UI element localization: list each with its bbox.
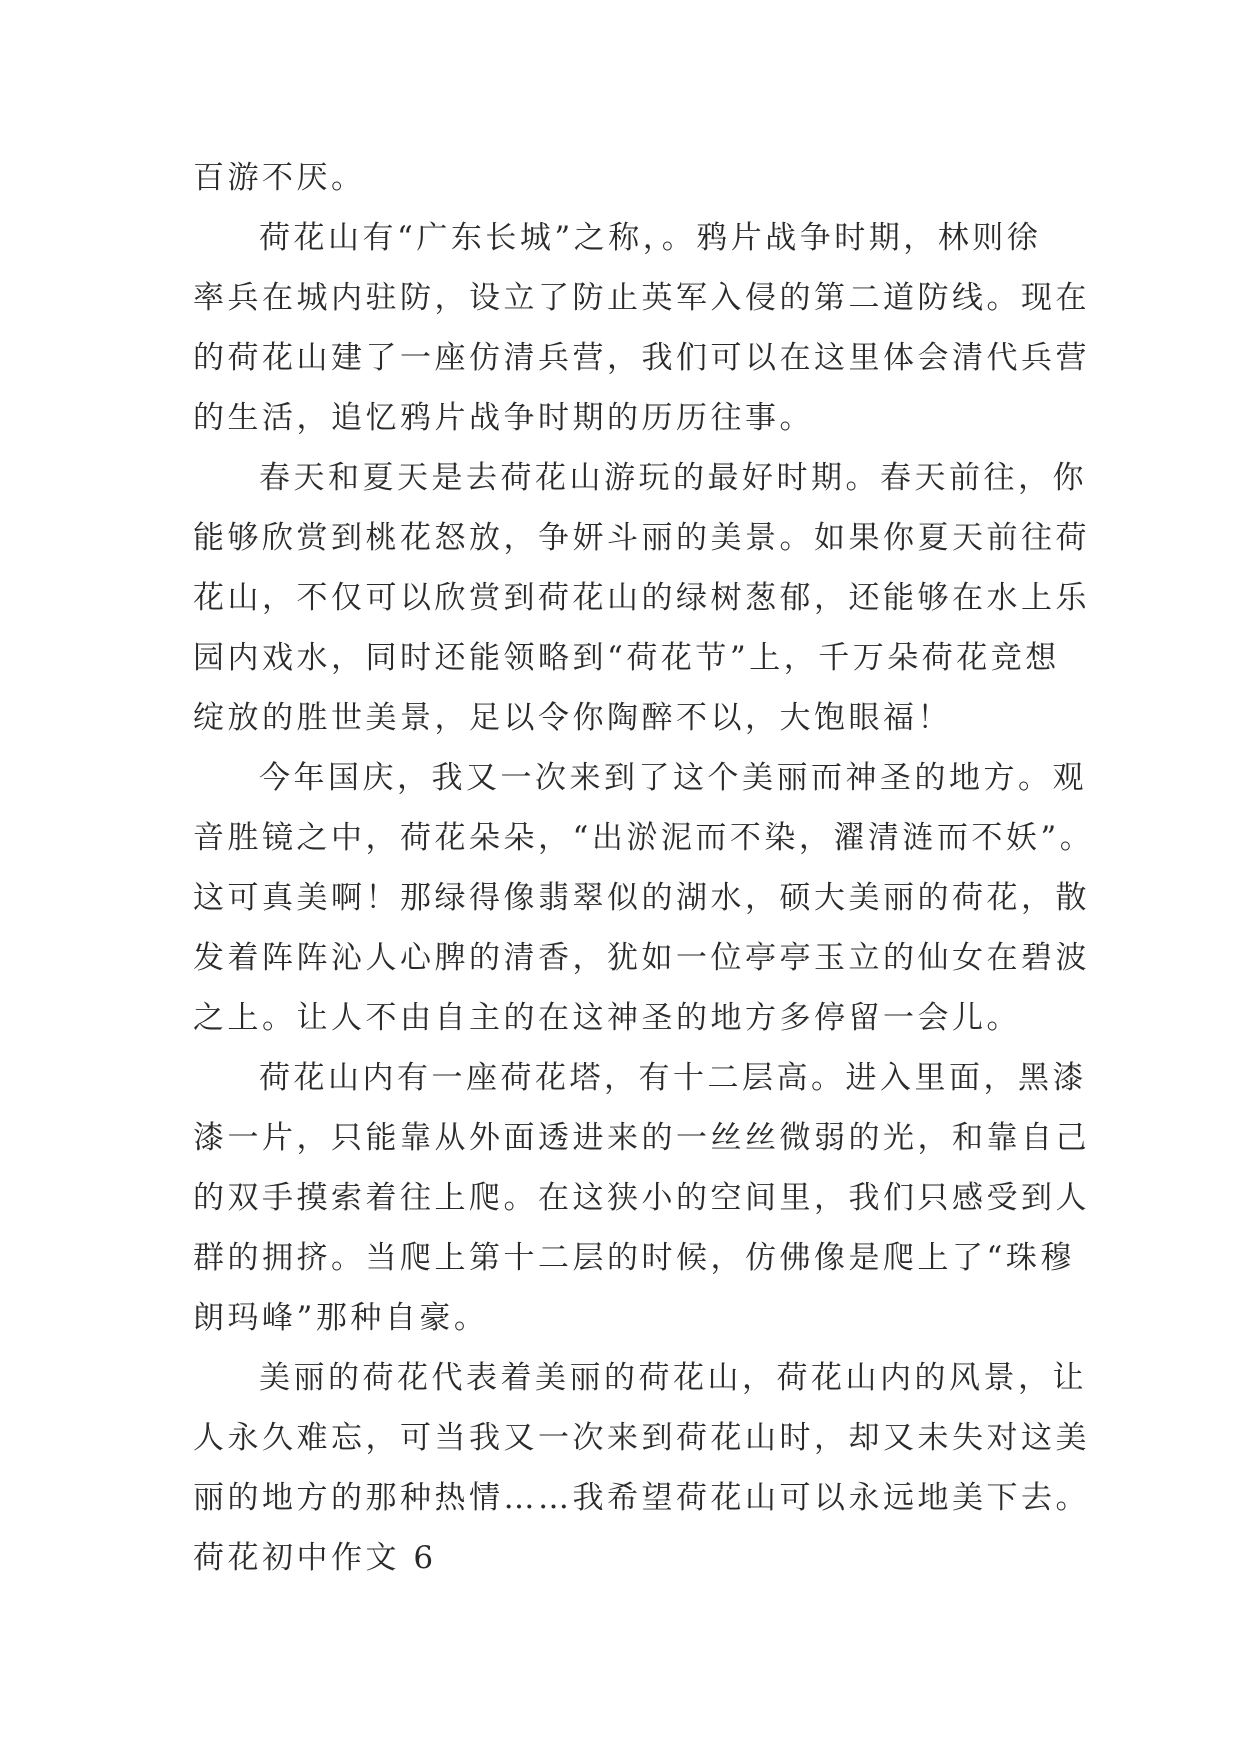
text-line: 人永久难忘，可当我又一次来到荷花山时，却又未失对这美: [193, 1420, 1090, 1456]
text-line: 今年国庆，我又一次来到了这个美丽而神圣的地方。观: [259, 760, 1087, 796]
text-line: 群的拥挤。当爬上第十二层的时候，仿佛像是爬上了“珠穆: [193, 1240, 1075, 1276]
text-line: 百游不厌。: [193, 160, 366, 196]
text-line: 园内戏水，同时还能领略到“荷花节”上，千万朵荷花竞想: [193, 640, 1060, 676]
document-page: [193, 148, 1095, 1588]
text-line: 花山，不仅可以欣赏到荷花山的绿树葱郁，还能够在水上乐: [193, 580, 1090, 616]
text-line: 荷花山内有一座荷花塔，有十二层高。进入里面，黑漆: [259, 1060, 1087, 1096]
text-line: 朗玛峰”那种自豪。: [193, 1300, 489, 1336]
text-line: 率兵在城内驻防，设立了防止英军入侵的第二道防线。现在: [193, 280, 1090, 316]
text-line: 能够欣赏到桃花怒放，争妍斗丽的美景。如果你夏天前往荷: [193, 520, 1090, 556]
text-line: 的双手摸索着往上爬。在这狭小的空间里，我们只感受到人: [193, 1180, 1090, 1216]
text-line: 的荷花山建了一座仿清兵营，我们可以在这里体会清代兵营: [193, 340, 1090, 376]
text-line: 漆一片，只能靠从外面透进来的一丝丝微弱的光，和靠自己: [193, 1120, 1090, 1156]
text-line: 荷花山有“广东长城”之称，。鸦片战争时期，林则徐: [259, 220, 1042, 256]
section-heading: 荷花初中作文 6: [193, 1540, 437, 1576]
text-line: 丽的地方的那种热情……我希望荷花山可以永远地美下去。: [193, 1480, 1090, 1516]
text-line: 之上。让人不由自主的在这神圣的地方多停留一会儿。: [193, 1000, 1021, 1036]
text-line: 春天和夏天是去荷花山游玩的最好时期。春天前往，你: [259, 460, 1087, 496]
text-line: 绽放的胜世美景，足以令你陶醉不以，大饱眼福！: [193, 700, 952, 736]
text-line: 这可真美啊！那绿得像翡翠似的湖水，硕大美丽的荷花，散: [193, 880, 1090, 916]
text-line: 的生活，追忆鸦片战争时期的历历往事。: [193, 400, 814, 436]
text-line: 音胜镜之中，荷花朵朵，“出淤泥而不染，濯清涟而不妖”。: [193, 820, 1095, 856]
text-line: 发着阵阵沁人心脾的清香，犹如一位亭亭玉立的仙女在碧波: [193, 940, 1090, 976]
text-line: 美丽的荷花代表着美丽的荷花山，荷花山内的风景，让: [259, 1360, 1087, 1396]
